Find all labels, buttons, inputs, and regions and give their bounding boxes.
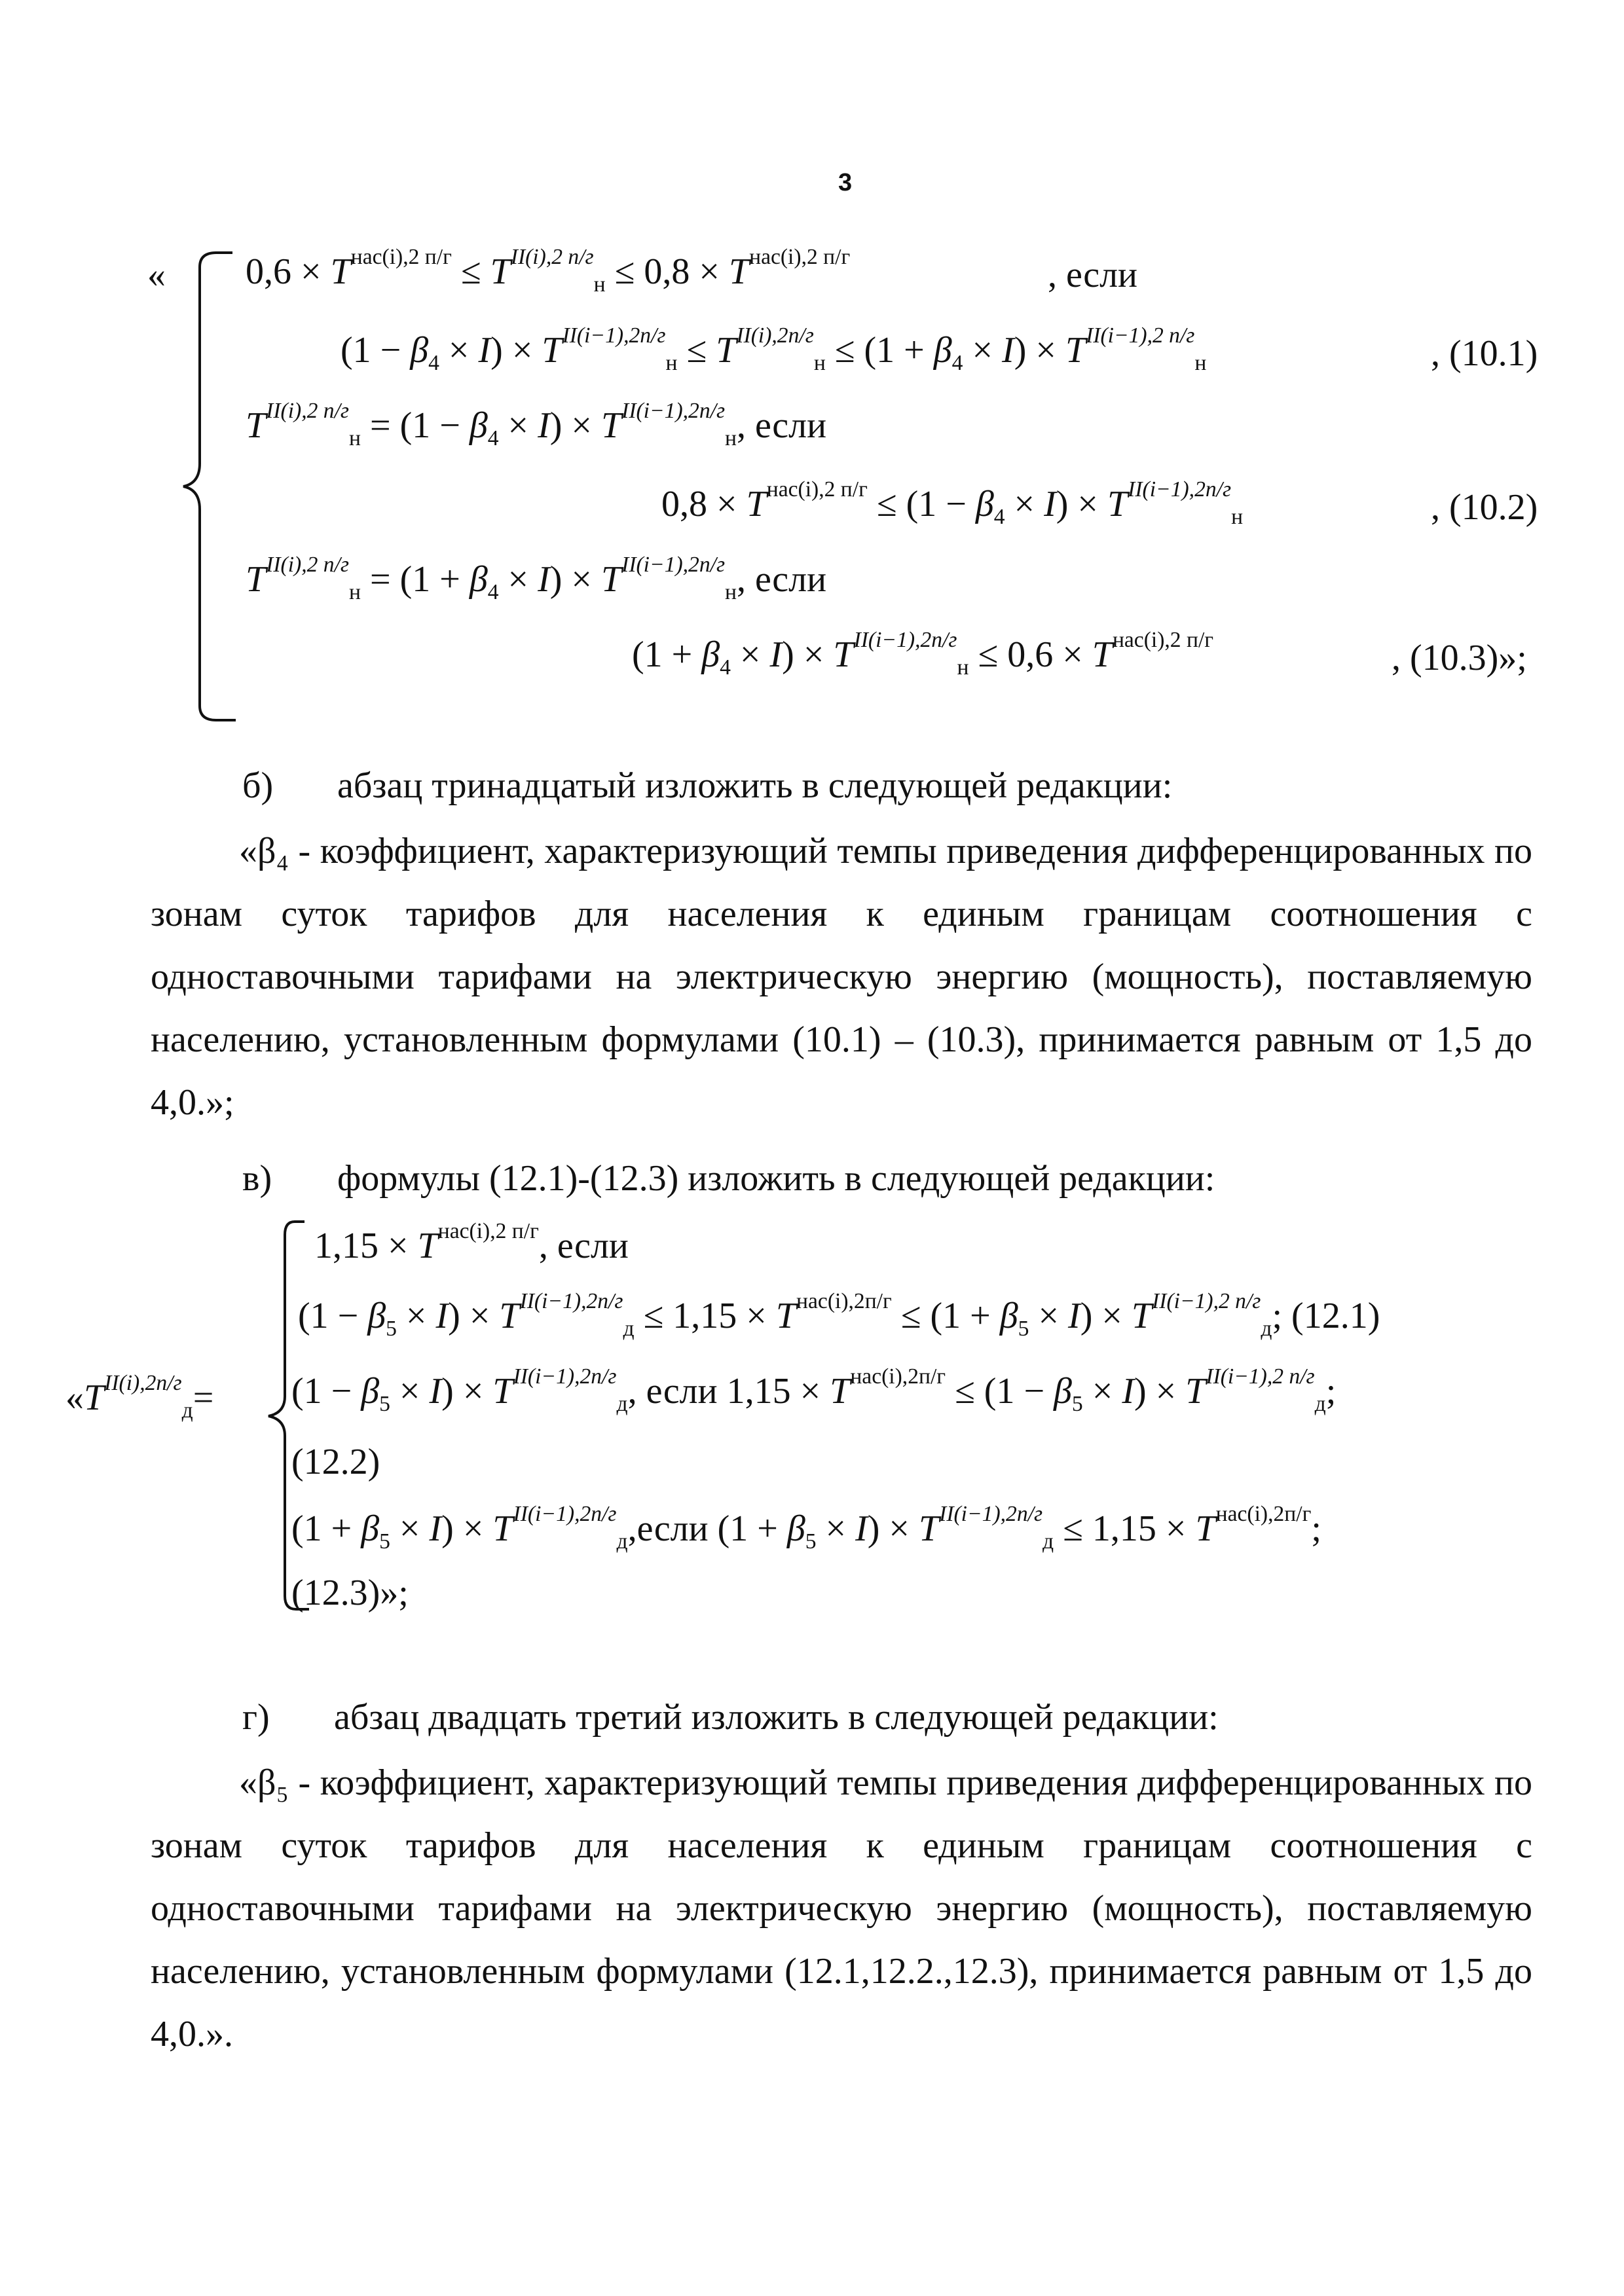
formula10-line5: $T^{II(i),2 п/г}_н = (1 + \beta_4 \times I) \times T^{II(i-1),2п/г}_н$, если bbox=[246, 552, 827, 604]
formula12-number-3: (12.3)»; bbox=[291, 1573, 409, 1613]
formula10-line6: $(1 + \beta_4 \times I) \times T^{II(i-1),2п/г}_н \le 0,6 \times T^{нас(i),2 п/г}$ bbox=[632, 627, 1214, 680]
formula10-open-quote: « bbox=[147, 255, 166, 295]
formula12-row1: $1,15 \times T^{нас(i),2 п/г}$, если bbox=[314, 1218, 629, 1266]
formula12-row3: $(1 - \beta_5 \times I) \times T^{II(i-1),2п/г}_д$, если $1,15 \times T^{нас(i),2п/г} \le (1 - \beta_5 \times I) \times T^{II(i-1),2 п/г}_д$; bbox=[291, 1364, 1337, 1416]
left-brace-10 bbox=[170, 247, 242, 725]
item-g-marker: г) bbox=[242, 1697, 270, 1738]
formula10-line1: $0,6 \times T^{нас(i),2 п/г} \le T^{II(i),2 п/г}_н \le 0,8 \times T^{нас(i),2 п/г}$ bbox=[246, 244, 851, 297]
item-b-text: абзац тринадцатый изложить в следующей редакции: bbox=[337, 765, 1173, 806]
formula10-number-2: , (10.2) bbox=[1431, 487, 1538, 528]
formula10-number-3: , (10.3)»; bbox=[1392, 638, 1527, 678]
formula10-line4: $0,8 \times T^{нас(i),2 п/г} \le (1 - \beta_4 \times I) \times T^{II(i-1),2п/г}_н$ bbox=[661, 477, 1244, 529]
formula10-line1-condition: , если bbox=[1048, 255, 1138, 295]
paragraph-beta5: «β₅ - коэффициент, характеризующий темпы приведения дифференцированных по зонам суток тарифов для населения к единым границам соотношения с одноставочными тарифами на электрическую энергию (мощность), поставляемую населению, установленным формулами (12.1,12.2.,12.3), принимается равным от 1,5 до 4,0.». bbox=[151, 1762, 1532, 2054]
formula12-number-2: (12.2) bbox=[291, 1442, 380, 1482]
formula12-lhs: «$T^{II(i),2п/г}_д=$ bbox=[65, 1370, 214, 1423]
item-b-marker: б) bbox=[242, 765, 274, 806]
left-brace-12 bbox=[249, 1216, 314, 1616]
item-g-text: абзац двадцать третий изложить в следующей редакции: bbox=[334, 1697, 1219, 1738]
formula10-number-1: , (10.1) bbox=[1431, 333, 1538, 374]
formula10-line2: $(1 - \beta_4 \times I) \times T^{II(i-1),2п/г}_н \le T^{II(i),2п/г}_н \le (1 + \beta_4 \times I) \times T^{II(i-1),2 п/г}_н$ bbox=[341, 323, 1207, 375]
formula10-line3: $T^{II(i),2 п/г}_н = (1 - \beta_4 \times I) \times T^{II(i-1),2п/г}_н$, если bbox=[246, 398, 827, 450]
formula12-row5: $(1 + \beta_5 \times I)$ × $T^{II(i-1),2п/г}_д,если$ $(1 + \beta_5 \times I) \times T^{II(i-1),2п/г}_д \le 1,15 \times T^{нас(i),2п/г}$; bbox=[291, 1501, 1321, 1554]
paragraph-beta4: «β₄ - коэффициент, характеризующий темпы приведения дифференцированных по зонам суток тарифов для населения к единым границам соотношения с одноставочными тарифами на электрическую энергию (мощность), поставляемую населению, установленным формулами (10.1) – (10.3), принимается равным от 1,5 до 4,0.»; bbox=[151, 831, 1532, 1123]
item-v-marker: в) bbox=[242, 1158, 272, 1199]
item-v-text: формулы (12.1)-(12.3) изложить в следующей редакции: bbox=[337, 1158, 1215, 1199]
formula12-row2: $(1 - \beta_5 \times I) \times T^{II(i-1),2п/г}_д \le 1,15 \times T^{нас(i),2п/г} \le (1 + \beta_5 \times I) \times T^{II(i-1),2 п/г}_д$; (12.1) bbox=[298, 1288, 1380, 1341]
page-number: 3 bbox=[838, 169, 853, 196]
